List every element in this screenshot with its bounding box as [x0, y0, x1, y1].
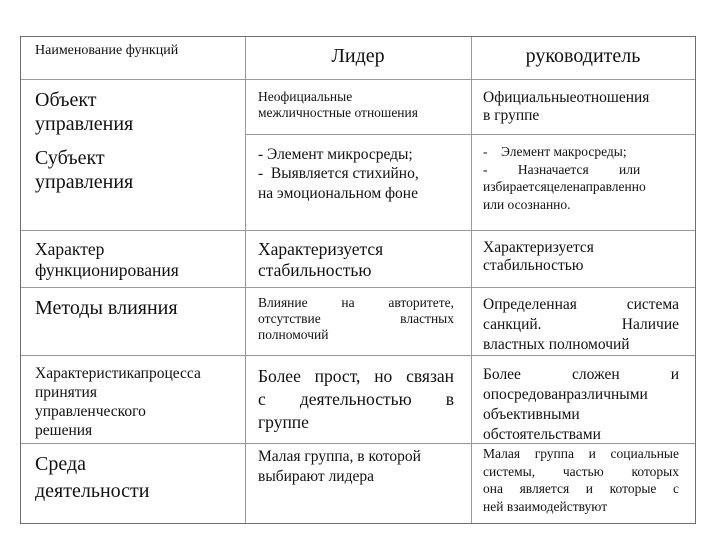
comparison-table	[20, 36, 696, 524]
header-leader: Лидер	[331, 45, 385, 67]
leader-subject: - Элемент микросреды; - Выявляется стихийно, на эмоциональном фоне	[258, 146, 419, 202]
leader-functioning: Характеризуется стабильностью	[258, 239, 384, 280]
row-label-environment: Среда деятельности	[35, 453, 150, 502]
row-divider	[21, 79, 695, 80]
row-label-object: Объект управления	[35, 89, 134, 135]
header-functions: Наименование функций	[35, 43, 179, 58]
manager-functioning: Характеризуется стабильностью	[483, 239, 594, 275]
leader-object: Неофициальные межличностные отношения	[258, 89, 418, 120]
manager-decision: Более сложен и опосредованразличными объективными обстоятельствами	[483, 366, 679, 444]
manager-methods: Определенная система санкций. Наличие властных полномочий	[483, 296, 679, 354]
row-label-decision: Характеристикапроцесса принятия управленческого решения	[35, 365, 201, 439]
manager-object: Официальныеотношения в группе	[483, 89, 650, 125]
column-divider	[245, 37, 246, 523]
row-label-methods: Методы влияния	[35, 297, 178, 319]
column-divider	[471, 37, 472, 523]
header-manager: руководитель	[525, 45, 641, 67]
leader-environment: Малая группа, в которой выбирают лидера	[258, 448, 421, 486]
row-label-subject: Субъект управления	[35, 147, 134, 193]
row-divider	[245, 134, 695, 135]
leader-decision: Более прост, но связан с деятельностью в группе	[258, 366, 454, 432]
row-label-functioning: Характер функционирования	[35, 239, 179, 280]
leader-methods: Влияние на авторитете, отсутствие властных полномочий	[258, 295, 454, 342]
manager-subject: - Элемент макросреды; - Назначается или избираетсяцеленаправленно или осознанно.	[483, 144, 646, 212]
row-divider	[21, 230, 695, 231]
manager-environment: Малая группа и социальные системы, частью которых она является и которые с ней взаимодействуют	[483, 446, 679, 514]
row-divider	[21, 287, 695, 288]
